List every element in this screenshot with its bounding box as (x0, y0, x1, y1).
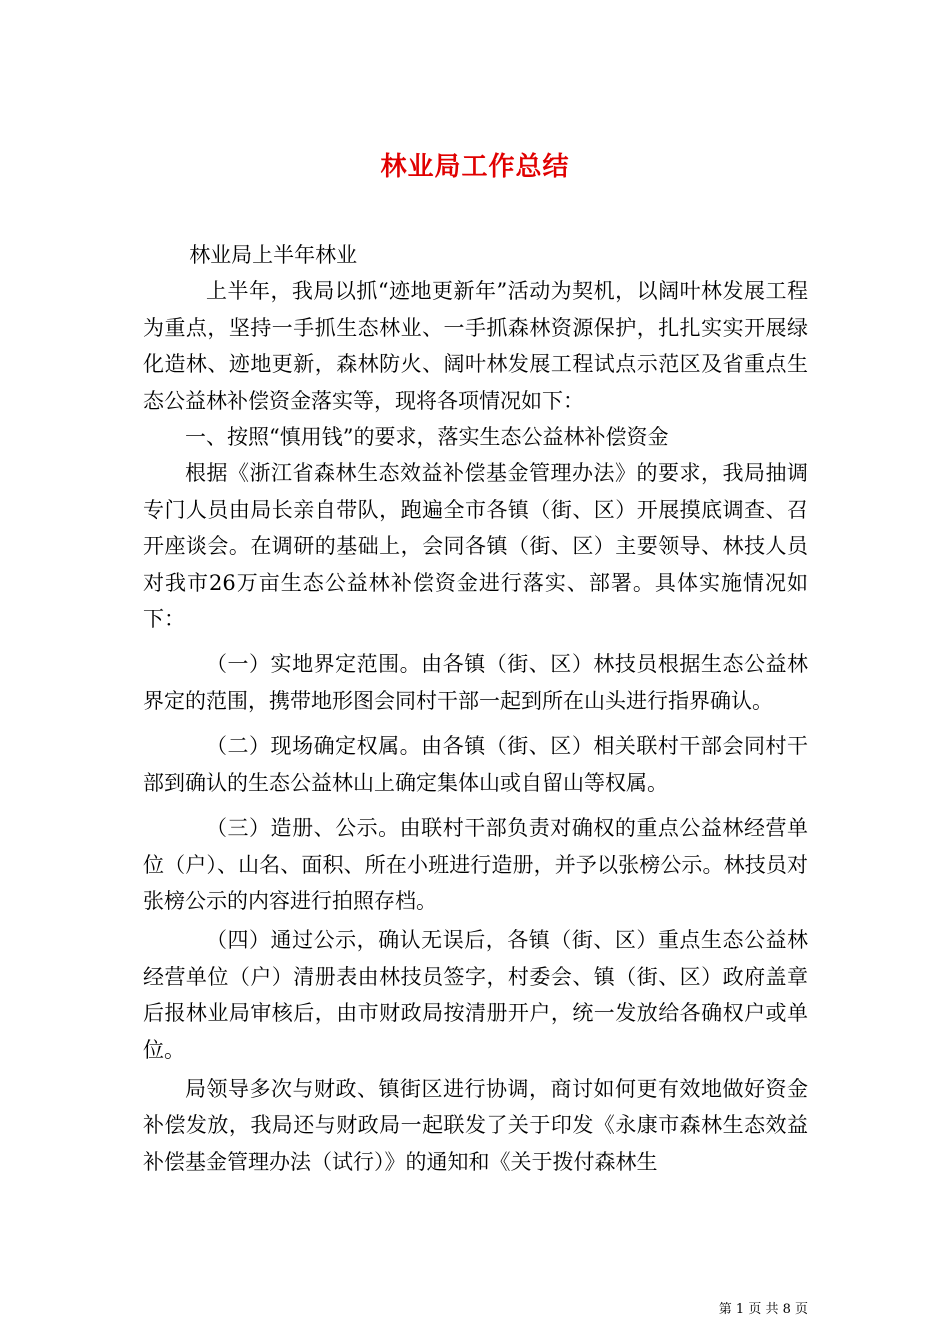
document-body (143, 237, 808, 1180)
paragraph-item-2: （二）现场确定权属。由各镇（街、区）相关联村干部会同村干部到确认的生态公益林山上确定集体山或自留山等权属。 (143, 734, 808, 795)
paragraph-item-3: （三）造册、公示。由联村干部负责对确权的重点公益林经营单位（户）、山名、面积、所在小班进行造册，并予以张榜公示。林技员对张榜公示的内容进行拍照存档。 (143, 816, 808, 913)
paragraph-overview: 上半年，我局以抓“迹地更新年”活动为契机，以阔叶林发展工程为重点，坚持一手抓生态林业、一手抓森林资源保护，扎扎实实开展绿化造林、迹地更新，森林防火、阔叶林发展工程试点示范区及省重点生态公益林补偿资金落实等，现将各项情况如下： (143, 279, 808, 413)
paragraph-item-1: （一）实地界定范围。由各镇（街、区）林技员根据生态公益林界定的范围，携带地形图会同村干部一起到所在山头进行指界确认。 (143, 652, 808, 713)
paragraph-coordination: 局领导多次与财政、镇街区进行协调，商讨如何更有效地做好资金补偿发放，我局还与财政局一起联发了关于印发《永康市森林生态效益补偿基金管理办法（试行）》的通知和《关于拨付森林生 (143, 1076, 808, 1174)
paragraph-item-4: （四）通过公示，确认无误后，各镇（街、区）重点生态公益林经营单位（户）清册表由林技员签字，村委会、镇（街、区）政府盖章后报林业局审核后，由市财政局按清册开户，统一发放给各确权户或单位。 (143, 928, 808, 1062)
paragraph-intro: 林业局上半年林业 (189, 243, 358, 267)
section-heading-1: 一、按照“慎用钱”的要求，落实生态公益林补偿资金 (185, 425, 669, 450)
document-title: 林业局工作总结 (380, 152, 570, 183)
paragraph-implementation: 根据《浙江省森林生态效益补偿基金管理办法》的要求，我局抽调专门人员由局长亲自带队，跑遍全市各镇（街、区）开展摸底调查、召开座谈会。在调研的基础上，会同各镇（街、区）主要领导、林技人员对我市26万亩生态公益林补偿资金进行落实、部署。具体实施情况如下： (143, 461, 808, 632)
page-number: 第 1 页 共 8 页 (718, 1302, 808, 1317)
